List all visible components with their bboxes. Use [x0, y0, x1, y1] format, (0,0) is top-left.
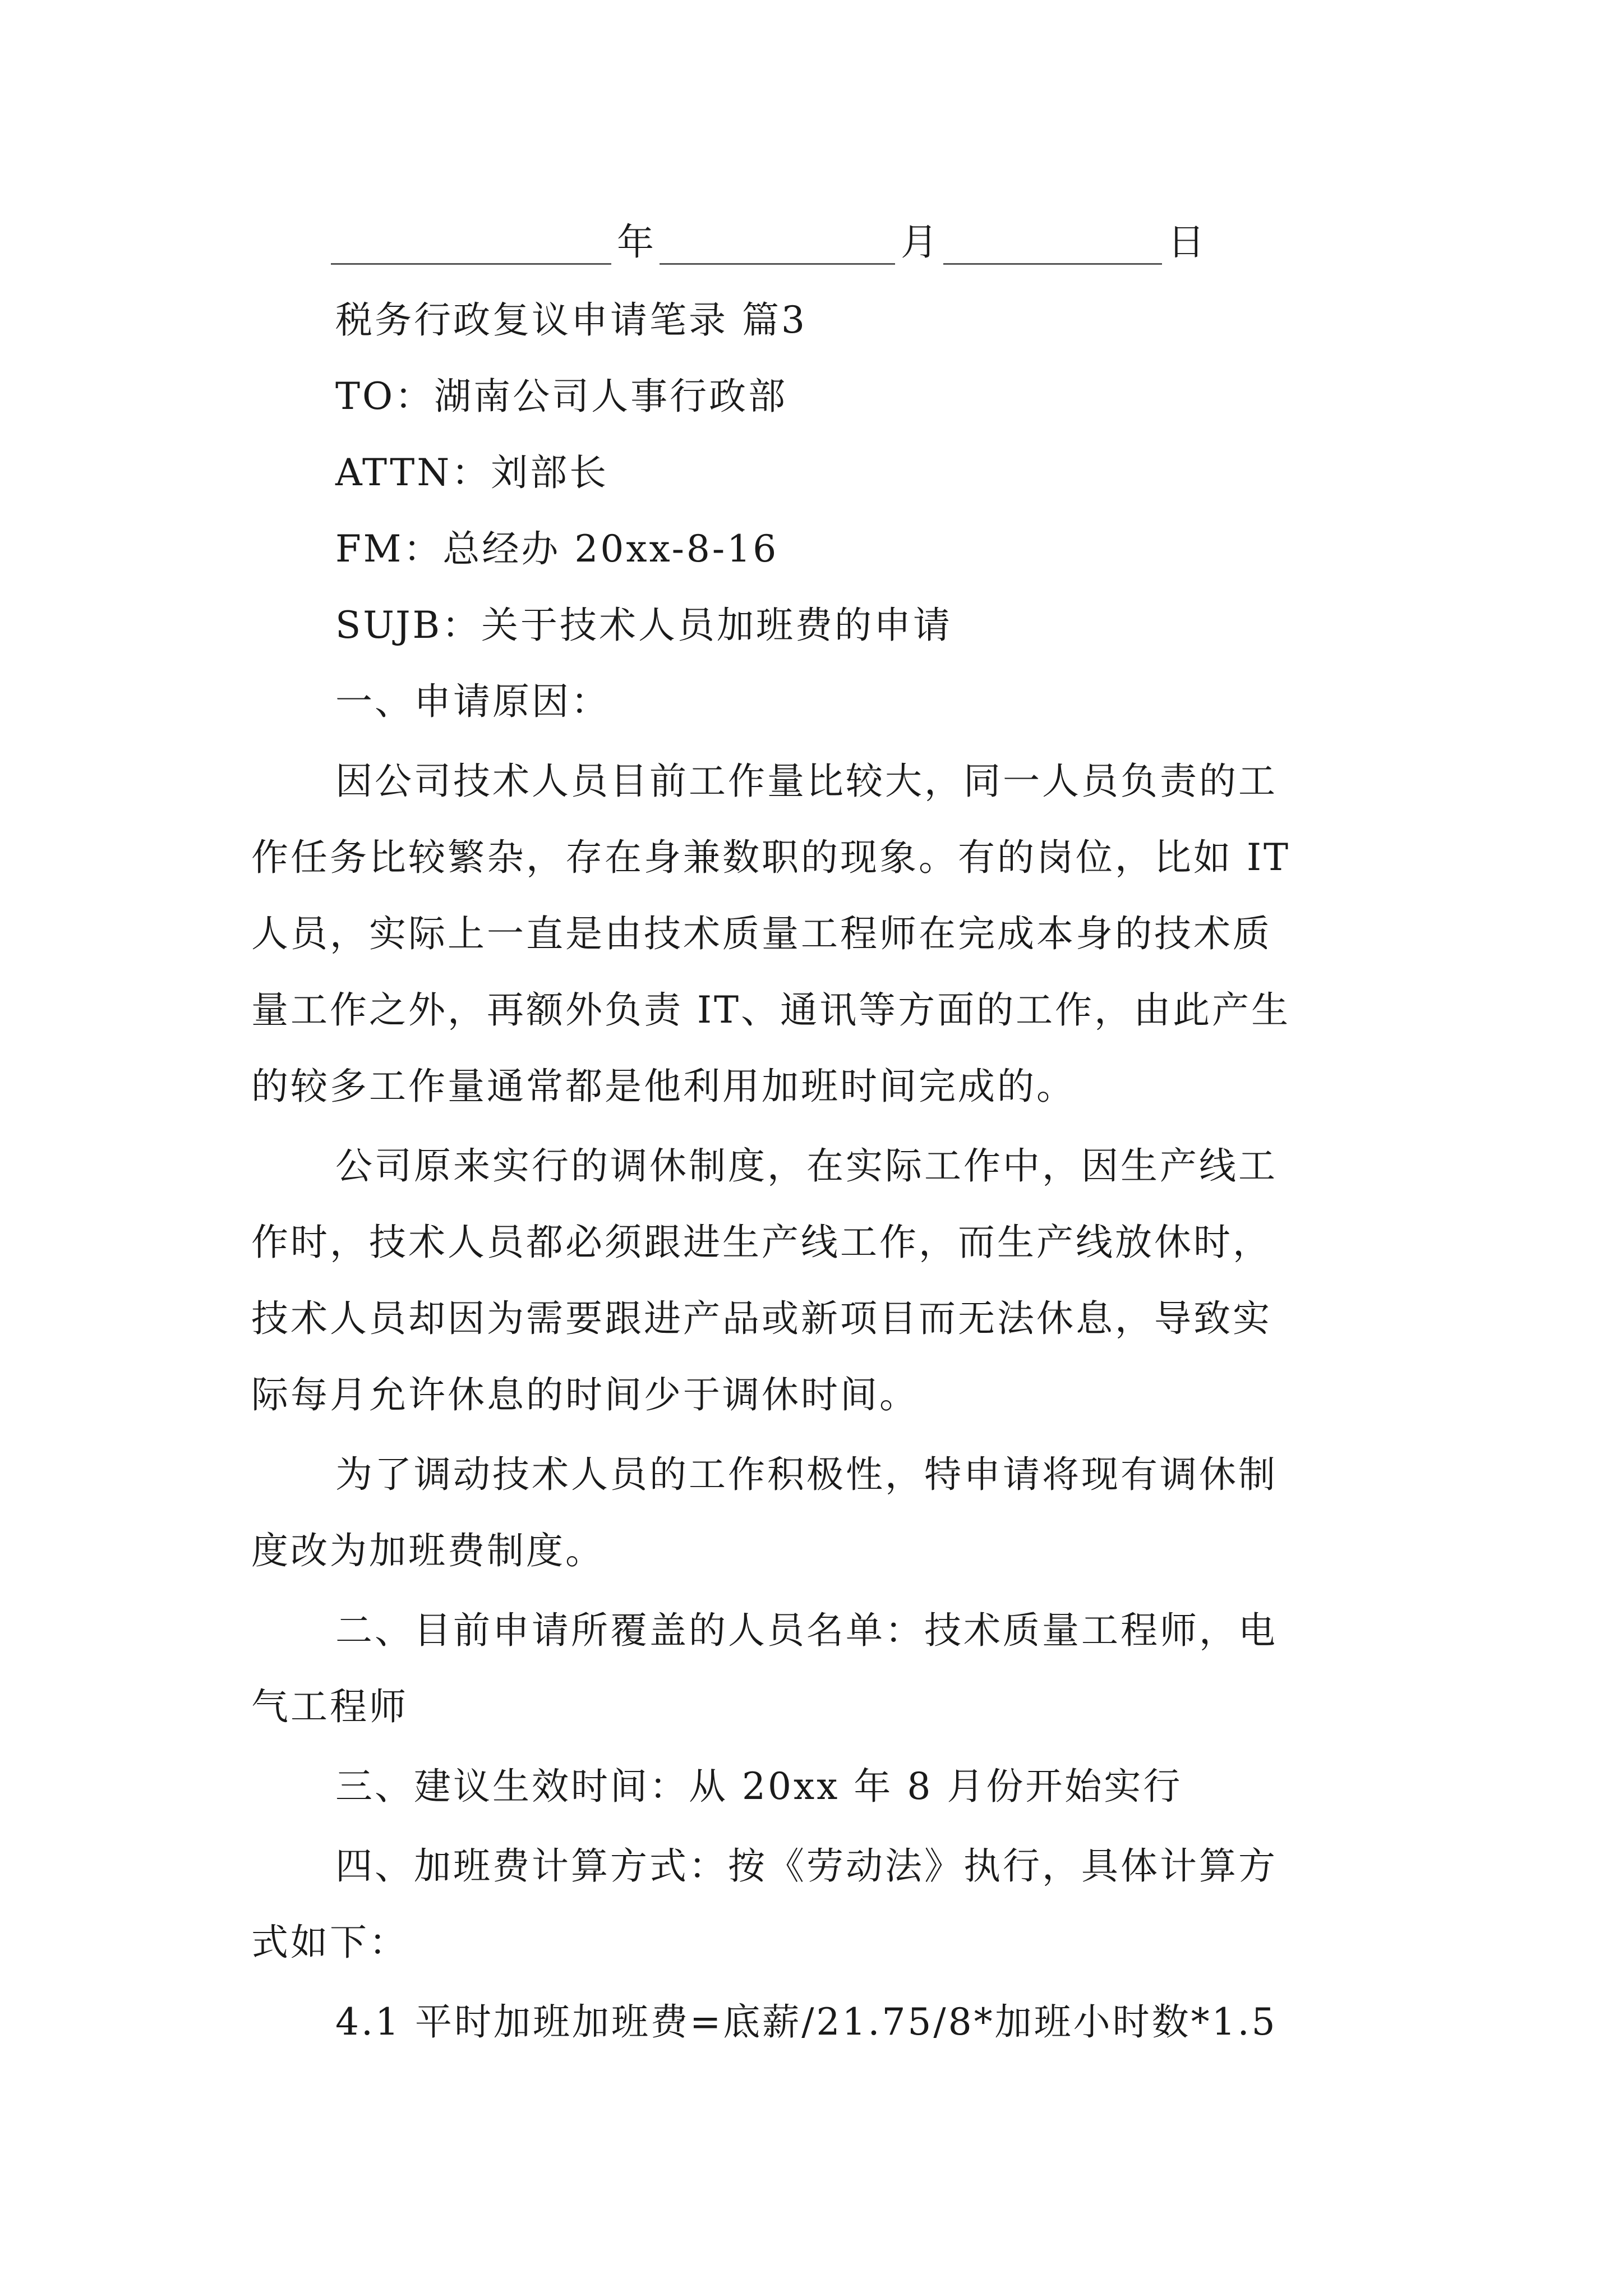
day-char: 日 — [1168, 220, 1205, 264]
para2-line: 技术人员却因为需要跟进产品或新项目而无法休息，导致实 — [251, 1297, 1272, 1340]
date-line — [331, 220, 1210, 265]
para1-line: 因公司技术人员目前工作量比较大，同一人员负责的工 — [335, 760, 1278, 803]
section1-heading: 一、申请原因： — [335, 680, 610, 723]
section4-line: 式如下： — [251, 1921, 408, 1964]
header-attn: ATTN：刘部长 — [335, 451, 609, 494]
year-blank — [331, 229, 611, 265]
formula-line: 4.1 平时加班加班费=底薪/21.75/8*加班小时数*1.5 — [335, 2000, 1278, 2044]
para1-line: 人员，实际上一直是由技术质量工程师在完成本身的技术质 — [251, 912, 1272, 955]
para2-line: 际每月允许休息的时间少于调休时间。 — [251, 1373, 919, 1416]
para1-line: 量工作之外，再额外负责 IT、通讯等方面的工作，由此产生 — [251, 988, 1291, 1032]
document-title: 税务行政复议申请笔录 篇3 — [335, 298, 807, 342]
para2-line: 作时，技术人员都必须跟进生产线工作，而生产线放休时， — [251, 1221, 1272, 1264]
year-char: 年 — [617, 220, 654, 264]
month-char: 月 — [901, 220, 938, 264]
para1-line: 作任务比较繁杂，存在身兼数职的现象。有的岗位，比如 IT — [251, 836, 1291, 879]
header-subj: SUJB：关于技术人员加班费的申请 — [335, 604, 953, 647]
section4-line: 四、加班费计算方式：按《劳动法》执行，具体计算方 — [335, 1844, 1278, 1888]
header-to: TO：湖南公司人事行政部 — [335, 375, 788, 418]
para3-line: 度改为加班费制度。 — [251, 1529, 605, 1572]
para2-line: 公司原来实行的调休制度，在实际工作中，因生产线工 — [335, 1144, 1278, 1188]
section3-line: 三、建议生效时间：从 20xx 年 8 月份开始实行 — [335, 1765, 1183, 1808]
section2-line: 二、目前申请所覆盖的人员名单：技术质量工程师，电 — [335, 1609, 1278, 1652]
section2-line: 气工程师 — [251, 1685, 408, 1728]
month-blank — [660, 229, 895, 265]
header-fm: FM：总经办 20xx-8-16 — [335, 527, 779, 570]
day-blank — [943, 229, 1162, 265]
para1-line: 的较多工作量通常都是他利用加班时间完成的。 — [251, 1065, 1076, 1108]
para3-line: 为了调动技术人员的工作积极性，特申请将现有调休制 — [335, 1453, 1278, 1496]
